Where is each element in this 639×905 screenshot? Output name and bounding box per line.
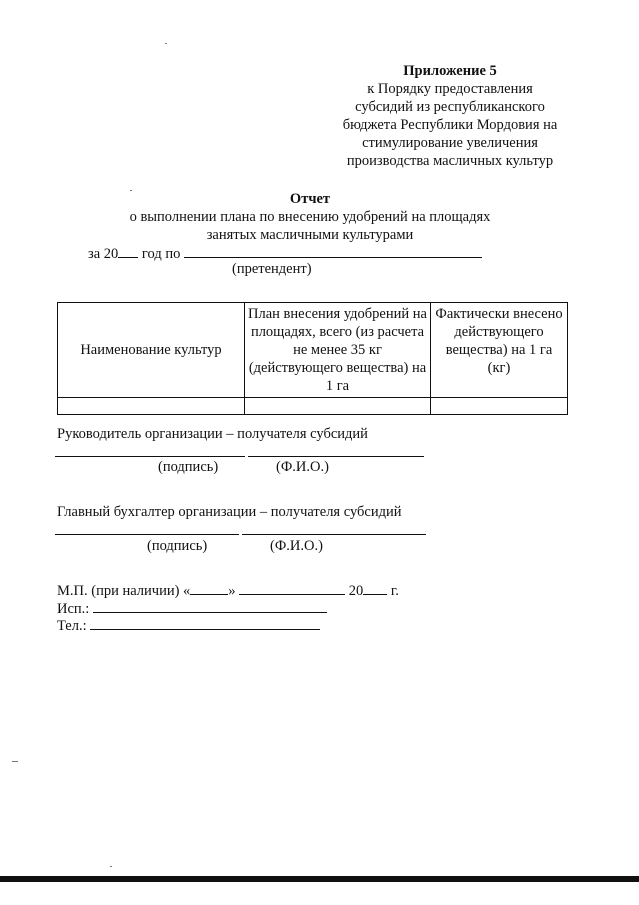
accountant-sign-line[interactable] bbox=[55, 534, 239, 535]
accountant-sign-caption: (подпись) bbox=[147, 538, 208, 554]
scan-speck bbox=[130, 190, 132, 191]
year-blank[interactable] bbox=[118, 243, 138, 258]
table-header-cell: План внесения удобрений на площадях, всего (из расчета не менее 35 кг (действующего вещества) на 1 га bbox=[245, 303, 431, 398]
report-subtitle-line: о выполнении плана по внесению удобрений на площадях bbox=[129, 209, 491, 225]
claimant-caption: (претендент) bbox=[232, 261, 312, 277]
scan-speck bbox=[12, 761, 18, 762]
stamp-date-line bbox=[57, 580, 399, 600]
claimant-blank[interactable] bbox=[184, 243, 482, 258]
appendix-line: производства масличных культур bbox=[346, 153, 554, 169]
table-row bbox=[58, 398, 568, 415]
appendix-title: Приложение 5 bbox=[403, 63, 497, 79]
stamp-year: 20 bbox=[348, 583, 364, 599]
phone-blank[interactable] bbox=[90, 615, 320, 630]
report-subtitle-line: занятых масличными культурами bbox=[206, 227, 414, 243]
accountant-signature-label: Главный бухгалтер организации – получателя субсидий bbox=[57, 504, 402, 520]
stamp-year-blank[interactable] bbox=[363, 580, 387, 595]
table-header-cell: Фактически внесено действующего вещества) на 1 га (кг) bbox=[431, 303, 568, 398]
accountant-name-caption: (Ф.И.О.) bbox=[270, 538, 323, 554]
table-cell[interactable] bbox=[58, 398, 245, 415]
fertilizer-plan-table bbox=[57, 302, 568, 415]
appendix-line: субсидий из республиканского bbox=[355, 99, 545, 115]
period-prefix: за 20 bbox=[88, 246, 119, 262]
scan-speck bbox=[165, 43, 167, 44]
executor-label: Исп.: bbox=[57, 601, 90, 617]
period-middle: год по bbox=[141, 246, 181, 262]
table-cell[interactable] bbox=[245, 398, 431, 415]
table-header-cell: Наименование культур bbox=[58, 303, 245, 398]
table-cell[interactable] bbox=[431, 398, 568, 415]
stamp-quote-close: » bbox=[228, 583, 236, 599]
head-sign-line[interactable] bbox=[55, 456, 245, 457]
head-signature-label: Руководитель организации – получателя субсидий bbox=[57, 426, 368, 442]
phone-line bbox=[57, 615, 320, 635]
day-blank[interactable] bbox=[190, 580, 228, 595]
report-title: Отчет bbox=[289, 191, 331, 207]
scan-speck bbox=[110, 866, 112, 867]
report-title-block bbox=[60, 190, 560, 244]
phone-label: Тел.: bbox=[57, 618, 87, 634]
head-name-line[interactable] bbox=[248, 456, 424, 457]
appendix-line: стимулирование увеличения bbox=[362, 135, 538, 151]
appendix-line: к Порядку предоставления bbox=[367, 81, 533, 97]
stamp-year-suffix: г. bbox=[390, 583, 399, 599]
table-header-row bbox=[58, 303, 568, 398]
executor-blank[interactable] bbox=[93, 598, 327, 613]
head-name-caption: (Ф.И.О.) bbox=[276, 459, 329, 475]
stamp-prefix: М.П. (при наличии) « bbox=[57, 583, 191, 599]
appendix-line: бюджета Республики Мордовия на bbox=[342, 117, 558, 133]
month-blank[interactable] bbox=[239, 580, 345, 595]
accountant-name-line[interactable] bbox=[242, 534, 426, 535]
appendix-header bbox=[330, 62, 570, 170]
scan-bottom-bar bbox=[0, 876, 639, 882]
head-sign-caption: (подпись) bbox=[158, 459, 219, 475]
